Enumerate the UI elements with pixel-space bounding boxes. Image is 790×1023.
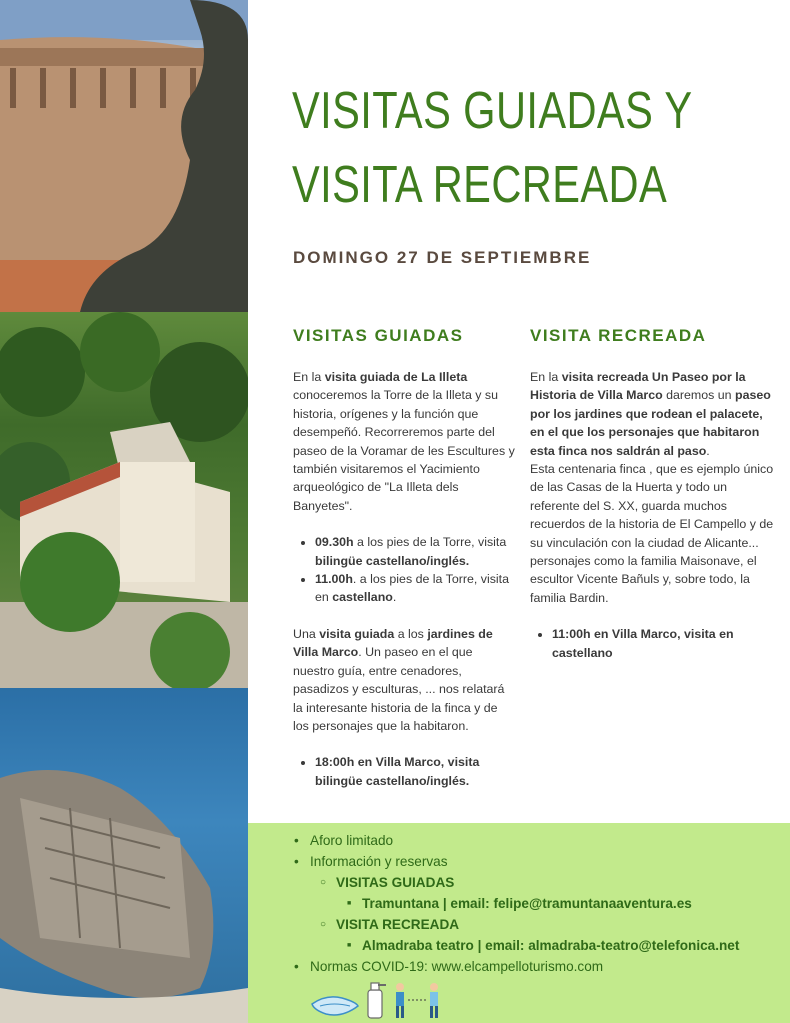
recreada-text-2: daremos un	[662, 388, 736, 403]
illeta-banyetes-photo	[0, 688, 248, 1023]
info-list	[292, 830, 739, 977]
photo-column	[0, 0, 248, 1023]
schedule-time: 09.30h	[315, 535, 354, 550]
visitas-guiadas-schedule	[293, 533, 515, 607]
list-item: • Información y reservas	[292, 851, 739, 872]
tower-statue-photo	[0, 0, 248, 312]
list-item	[315, 570, 515, 607]
list-item: • Aforo limitado	[292, 830, 739, 851]
page-title-line-2: VISITA RECREADA	[292, 156, 668, 214]
schedule-text-bold: 18:00h en Villa Marco, visita bilingüe castellano/inglés.	[315, 755, 480, 788]
second-bold-2: jardines de Villa Marco	[293, 626, 493, 660]
schedule-text: . a los pies de la Torre, visita en	[315, 572, 510, 605]
villa-marco-photo	[0, 312, 248, 688]
social-distance-icon	[396, 983, 438, 1018]
recreada-text-1: En la	[530, 370, 562, 384]
visita-recreada-heading: VISITA RECREADA	[530, 326, 707, 345]
recreada-text-3: .	[706, 443, 710, 458]
recreada-bold-1: visita recreada Un Paseo por la Historia de Villa Marco	[530, 370, 746, 403]
visitas-guiadas-column	[293, 368, 515, 790]
list-item: ■ Almadraba teatro | email: almadraba-teatro@telefonica.net	[292, 935, 739, 956]
list-item: ○ VISITAS GUIADAS	[292, 872, 739, 893]
schedule-language: castellano	[332, 590, 393, 605]
second-bold-1: visita guiada	[319, 626, 395, 641]
recreada-bold-2: paseo por los jardines que rodean el palacete, en el que los personajes que habitaron esta finca nos saldrán al paso	[530, 388, 771, 458]
list-item: • Normas COVID-19: www.elcampelloturismo.com	[292, 956, 739, 977]
page-title	[292, 74, 693, 222]
schedule-text: a los pies de la Torre, visita	[353, 535, 507, 550]
list-item	[552, 625, 780, 662]
schedule-time: 11.00h	[315, 572, 353, 587]
schedule-text-bold: 11:00h en Villa Marco, visita en castellano	[552, 627, 734, 660]
villa-marco-guided-schedule	[293, 753, 515, 790]
list-item	[315, 753, 515, 790]
intro-text-1: En la	[293, 370, 325, 384]
second-text-1: Una	[293, 626, 320, 641]
villa-marco-guided-text	[293, 625, 515, 735]
page-title-line-1: VISITAS GUIADAS Y	[292, 82, 693, 140]
visita-recreada-intro	[530, 368, 780, 460]
second-text-2: a los	[394, 626, 428, 641]
intro-text-2: conoceremos la Torre de la Illeta y su historia, orígenes y la función que desempeñó. Recorreremos parte del paseo de la Voramar de les Escultures y también visitaremos el Yacimiento arqueológico de "La Illeta dels Banyetes".	[293, 388, 515, 513]
hand-sanitizer-icon	[368, 983, 386, 1018]
list-item	[315, 533, 515, 570]
visita-recreada-history: Esta centenaria finca , que es ejemplo único de las Casas de la Huerta y todo un referente del S. XX, guarda muchos recuerdos de la historia de El Campello y de su vinculación con la ciudad de Alicante... personajes como la familia Maisonave, el escultor Vicente Bañuls y, sobre todo, la familia Bardin.	[530, 462, 774, 605]
event-date: DOMINGO 27 DE SEPTIEMBRE	[293, 248, 592, 267]
schedule-language: bilingüe castellano/inglés.	[315, 553, 470, 568]
schedule-text-end: .	[392, 590, 397, 605]
visita-recreada-column	[530, 368, 780, 662]
second-text-3: . Un paseo en el que nuestro guía, entre cenadores, pasadizos y esculturas, ... nos relatará la interesante historia de la finca y de los personajes que la habitaron.	[293, 645, 505, 733]
list-item: ■ Tramuntana | email: felipe@tramuntanaaventura.es	[292, 893, 739, 914]
list-item: ○ VISITA RECREADA	[292, 914, 739, 935]
visitas-guiadas-heading: VISITAS GUIADAS	[293, 326, 464, 345]
covid-icons	[310, 978, 445, 1020]
mask-icon	[312, 997, 358, 1015]
visita-recreada-schedule	[530, 625, 780, 662]
visitas-guiadas-intro	[293, 368, 515, 515]
intro-bold-1: visita guiada de La Illeta	[324, 370, 468, 384]
